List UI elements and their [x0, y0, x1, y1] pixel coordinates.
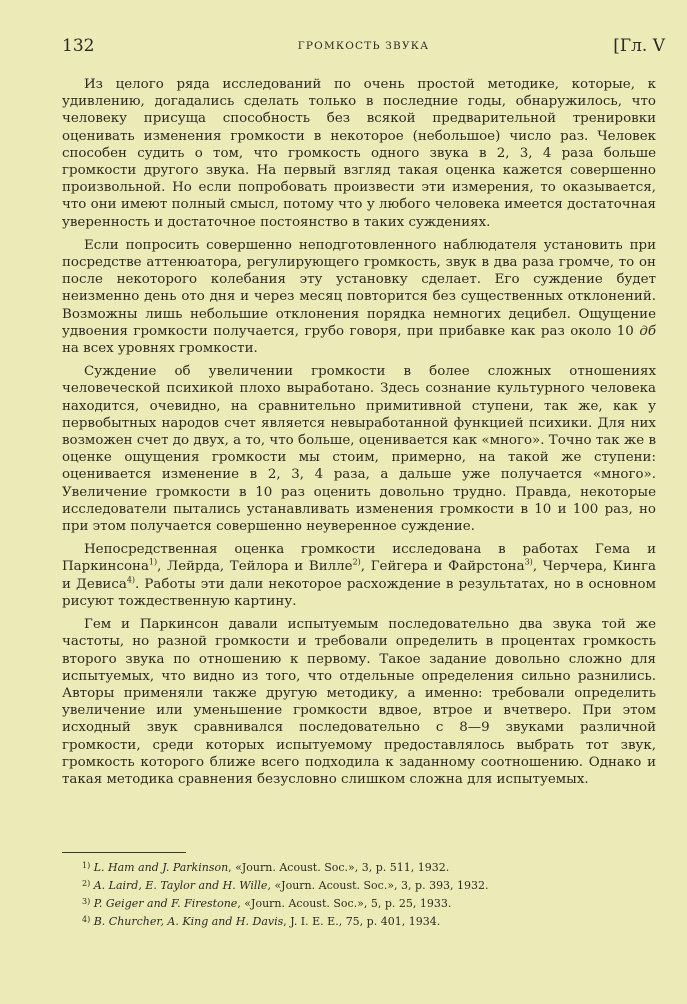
unit-text: дб — [639, 323, 656, 339]
paragraph — [62, 76, 656, 231]
footnote-authors: L. Ham and J. Parkinson — [93, 861, 229, 874]
paragraph-text: Гем и Паркинсон давали испытуемым последовательно два звука той же частоты, но разной громкости и требовали определить в процентах громкость второго звука по отношению к первому. Такое задание довольно сложно для испытуемых, что видно из того, что отдельные определения сильно разнились. Авторы применяли также другую методику, а именно: требовали определить увеличение или уменьшение громкости вдвое, втрое и вчетверо. При этом исходный звук сравнивался последовательно с 8—9 звуками различной громкости, среди которых испытуемому предоставлялось выбрать тот звук, громкость которого ближе всего подходила к заданному соотношению. Однако и такая методика сравнения безусловно слишком сложна для испытуемых. — [62, 617, 656, 787]
footnote-reference: 1) — [148, 558, 158, 568]
footnote — [62, 894, 656, 912]
running-title: ГРОМКОСТЬ ЗВУКА — [297, 40, 430, 52]
footnote-mark: 1) — [82, 861, 91, 870]
paragraph-text: Непосредственная оценка громкости исследована в работах Гема и Паркинсона — [62, 542, 656, 575]
footnote-reference: 4) — [126, 575, 136, 585]
paragraph-text: Из целого ряда исследований по очень простой методике, которые, к удивлению, догадались сделать только в последние годы, обнаружилось, что человеку присуща способность без всякой предварительной тренировки оценивать изменения громкости в некоторое (небольшое) число раз. Человек способен судить о том, что громкость одного звука в 2, 3, 4 раза больше громкости другого звука. На первый взгляд такая оценка кажется совершенно произвольной. Но если попробовать произвести эти измерения, то оказывается, что они имеют полный смысл, потому что у любого человека имеется достаточная уверенность и достаточное постоянство в таких суждениях. — [62, 77, 656, 230]
paragraph-text: на всех уровнях громкости. — [62, 341, 258, 357]
footnote-authors: B. Churcher, A. King and H. Davis — [93, 915, 284, 928]
footnote-mark: 2) — [82, 879, 91, 888]
chapter-marker: [Гл. V — [613, 36, 665, 56]
footnote-citation: , «Journ. Acoust. Soc.», 5, p. 25, 1933. — [237, 897, 452, 910]
paragraph-text: Если попросить совершенно неподготовленного наблюдателя установить при посредстве аттенюатора, регулирующего громкость, звук в два раза громче, то он после некоторого колебания эту установку сделает. Его суждение будет неизменно день ото дня и через месяц повторится без существенных отклонений. Возможны лишь небольшие отклонения порядка немногих децибел. Ощущение удвоения громкости получается, грубо говоря, при прибавке как раз около 10 — [62, 237, 656, 339]
footnote-authors: A. Laird, E. Taylor and H. Wille — [93, 879, 268, 892]
paragraph-text: , Гейгера и Файрстона — [360, 559, 525, 575]
footnotes — [62, 858, 656, 930]
footnote-citation: , «Journ. Acoust. Soc.», 3, p. 511, 1932. — [228, 861, 450, 874]
paragraph-text: . Работы эти дали некоторое расхождение в результатах, но в основном рисуют тождественную картину. — [62, 576, 656, 609]
paragraph — [62, 237, 656, 357]
footnote-authors: P. Geiger and F. Firestone — [93, 897, 238, 910]
paragraph-text: Суждение об увеличении громкости в более сложных отношениях человеческой психикой плохо выработано. Здесь сознание культурного человека находится, очевидно, на сравнительно примитивной ступени, так же, как у первобытных народов счет является невыработанной функцией психики. Для них возможен счет до двух, а то, что больше, оценивается как «много». Точно так же в оценке ощущения громкости мы стоим, примерно, на такой же ступени: оценивается изменение в 2, 3, 4 раза, а дальше уже получается «много». Увеличение громкости в 10 раз оценить довольно трудно. Правда, некоторые исследователи пытались устанавливать изменения громкости в 10 и 100 раз, но при этом получается совершенно неуверенное суждение. — [62, 364, 656, 535]
footnote-mark: 4) — [82, 915, 91, 924]
footnote — [62, 912, 656, 930]
paragraph-text: , Лейрда, Тейлора и Вилле — [157, 559, 353, 575]
footnote-citation: , J. I. E. E., 75, p. 401, 1934. — [283, 915, 441, 928]
paragraph-text: , Черчера, Кинга и Девиса — [62, 559, 656, 592]
paragraph — [62, 541, 656, 610]
page-number: 132 — [62, 36, 95, 56]
footnote-separator — [62, 852, 186, 853]
footnote — [62, 858, 656, 876]
footnote — [62, 876, 656, 894]
footnote-mark: 3) — [82, 897, 91, 906]
page-header — [62, 36, 665, 60]
footnote-citation: , «Journ. Acoust. Soc.», 3, p. 393, 1932. — [267, 879, 489, 892]
body-text — [62, 76, 656, 794]
footnote-reference: 3) — [524, 558, 533, 568]
paragraph — [62, 363, 656, 535]
paragraph — [62, 616, 656, 788]
footnote-reference: 2) — [352, 558, 361, 568]
